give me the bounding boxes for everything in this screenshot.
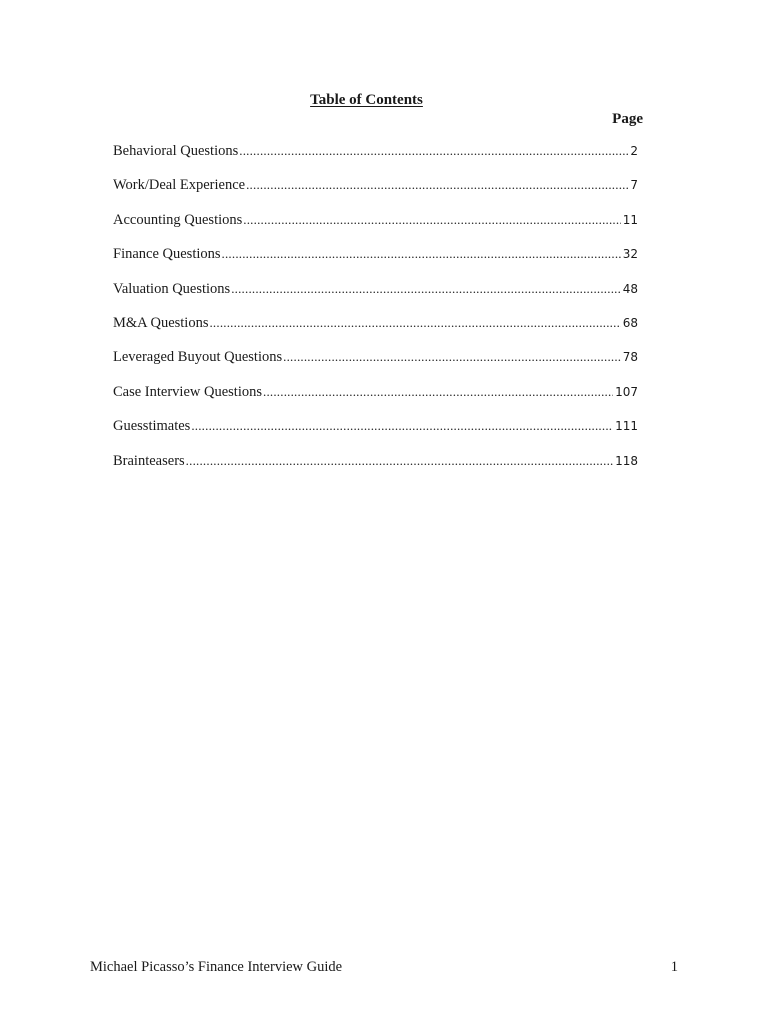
toc-entry-label: Work/Deal Experience (113, 177, 246, 194)
toc-dot-leader (209, 315, 620, 331)
toc-entry-page: 11 (622, 212, 638, 227)
toc-entry-label: Finance Questions (113, 246, 221, 263)
toc-entry-page: 48 (622, 281, 638, 296)
toc-entry-case-interview-questions[interactable] (113, 384, 638, 418)
page-column-label: Page (612, 111, 643, 127)
toc-list (113, 143, 638, 487)
footer-page-number: 1 (670, 959, 678, 975)
toc-dot-leader (243, 212, 620, 228)
toc-dot-leader (191, 418, 613, 434)
toc-entry-page: 118 (615, 453, 638, 468)
toc-dot-leader (263, 384, 613, 400)
toc-entry-page: 2 (630, 144, 638, 158)
toc-entry-page: 111 (615, 419, 638, 434)
toc-dot-leader (283, 349, 621, 365)
toc-entry-page: 32 (622, 247, 638, 262)
toc-entry-label: Leveraged Buyout Questions (113, 349, 283, 366)
toc-entry-brainteasers[interactable] (113, 453, 638, 487)
toc-entry-work-deal-experience[interactable] (113, 177, 638, 211)
toc-entry-behavioral-questions[interactable] (113, 143, 638, 177)
toc-entry-page: 7 (630, 178, 638, 193)
toc-entry-label: Valuation Questions (113, 280, 231, 297)
toc-dot-leader (246, 177, 628, 193)
toc-entry-page: 107 (615, 384, 638, 399)
toc-entry-finance-questions[interactable] (113, 246, 638, 280)
toc-title: Table of Contents (310, 92, 423, 108)
toc-entry-ma-questions[interactable] (113, 315, 638, 349)
toc-dot-leader (186, 453, 613, 469)
toc-entry-label: Accounting Questions (113, 211, 243, 228)
toc-entry-label: Brainteasers (113, 452, 185, 469)
toc-entry-label: M&A Questions (113, 314, 209, 331)
toc-entry-valuation-questions[interactable] (113, 281, 638, 315)
toc-entry-page: 78 (622, 350, 638, 365)
toc-entry-page: 68 (622, 315, 638, 330)
toc-entry-label: Case Interview Questions (113, 383, 262, 400)
toc-entry-guesstimates[interactable] (113, 418, 638, 452)
toc-entry-accounting-questions[interactable] (113, 212, 638, 246)
toc-dot-leader (231, 281, 621, 297)
toc-entry-label: Behavioral Questions (113, 143, 239, 159)
toc-dot-leader (239, 143, 628, 159)
toc-entry-leveraged-buyout-questions[interactable] (113, 349, 638, 383)
toc-entry-label: Guesstimates (113, 418, 191, 435)
toc-dot-leader (222, 246, 621, 262)
footer-document-title: Michael Picasso’s Finance Interview Guide (90, 959, 343, 975)
